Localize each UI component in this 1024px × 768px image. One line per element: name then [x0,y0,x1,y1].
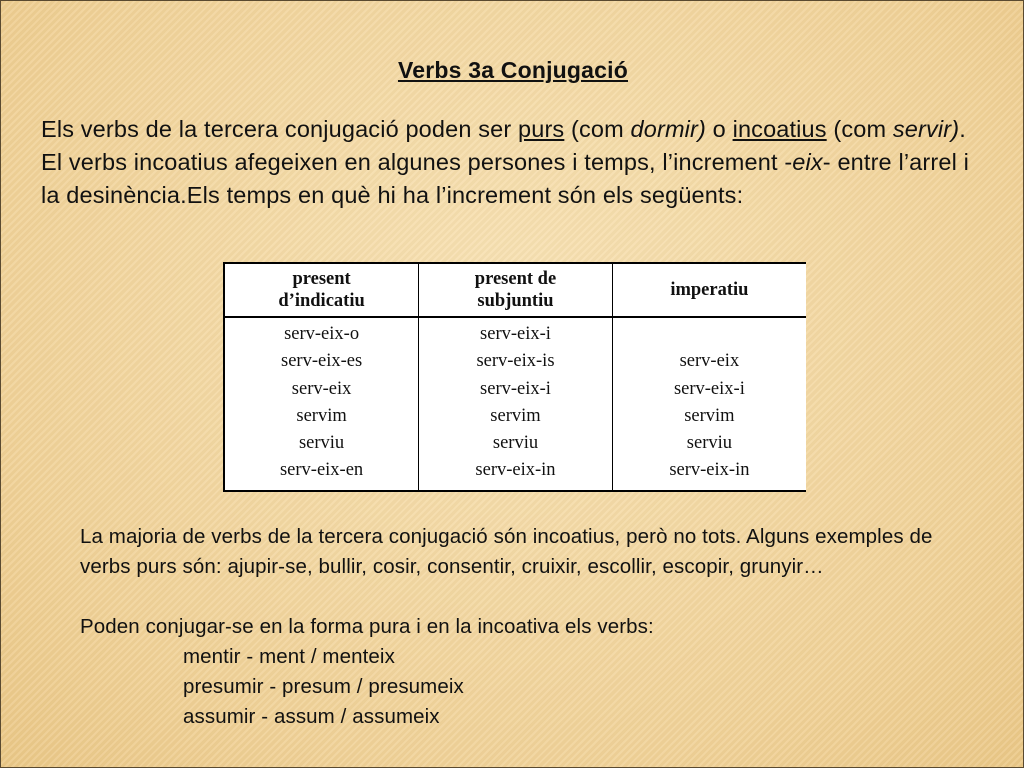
header-present-subjuntiu [419,264,613,317]
header-text: present de [474,269,557,289]
intro-servir: servir) [892,116,960,142]
table-body-row [225,317,806,490]
verb-form: servim [684,405,735,426]
paragraph-both-forms: Poden conjugar-se en la forma pura i en la incoativa els verbs: [80,615,654,638]
verb-form: serv-eix-i [673,378,745,399]
body-text [80,522,980,732]
verb-form: serv-eix [679,351,740,372]
paragraph-incoatius: La majoria de verbs de la tercera conjugació són incoatius, però no tots. Alguns exemples de verbs purs són: ajupir-se, bullir, cosir, consentir, cruixir, escollir, escopir, grunyir… [80,525,933,578]
verb-form: serv-eix-en [279,460,364,481]
column-imperatiu [612,317,806,490]
verb-form: serv-eix-es [281,351,363,372]
intro-text-3: o [706,116,733,142]
intro-incoatius: incoatius [732,116,827,142]
verb-form: serv-eix-i [480,324,551,344]
paragraph-gap [80,582,980,612]
verb-form: serv-eix-in [669,460,750,481]
verb-form: servim [296,405,347,426]
verb-form: serv-eix-i [480,378,551,399]
conjugation-table [223,262,806,492]
header-present-indicatiu [225,264,419,317]
intro-paragraph [41,113,991,212]
intro-purs: purs [518,116,565,142]
verb-form: serv-eix [291,378,352,399]
header-imperatiu [612,264,806,317]
verb-form-empty [614,321,805,348]
example-mentir: mentir - ment / menteix [183,645,395,668]
slide-title [1,57,1024,84]
header-text: subjuntiu [477,291,554,311]
intro-text-2: (com [564,116,631,142]
intro-dormir: dormir) [630,116,706,142]
table-header-row [225,264,806,317]
header-text: d’indicatiu [278,291,365,311]
column-present-subjuntiu [419,317,613,490]
header-text: imperatiu [670,280,749,300]
conjugation-table-grid [225,264,806,490]
example-presumir: presumir - presum / presumeix [183,675,464,698]
intro-text-6: - entre l’arrel i la desinència.Els temps en què hi ha l’increment són els següents: [41,149,969,208]
verb-form: servim [490,405,541,426]
intro-text-1: Els verbs de la tercera conjugació poden ser [41,116,519,142]
intro-text-4: (com [826,116,893,142]
intro-eix: eix [792,149,823,175]
verb-form: serviu [298,433,345,454]
column-present-indicatiu [225,317,419,490]
intro-text-5: . El verbs incoatius afegeixen en algunes persones i temps, l’increment - [41,116,966,175]
verb-form: serviu [686,433,733,454]
verb-form: serviu [492,433,539,454]
slide-title-text: Verbs 3a Conjugació [397,57,629,83]
verb-form: serv-eix-is [476,351,555,372]
example-assumir: assumir - assum / assumeix [183,705,440,728]
verb-form: serv-eix-o [284,324,360,344]
verb-form: serv-eix-in [475,460,556,481]
header-text: present [292,269,351,289]
